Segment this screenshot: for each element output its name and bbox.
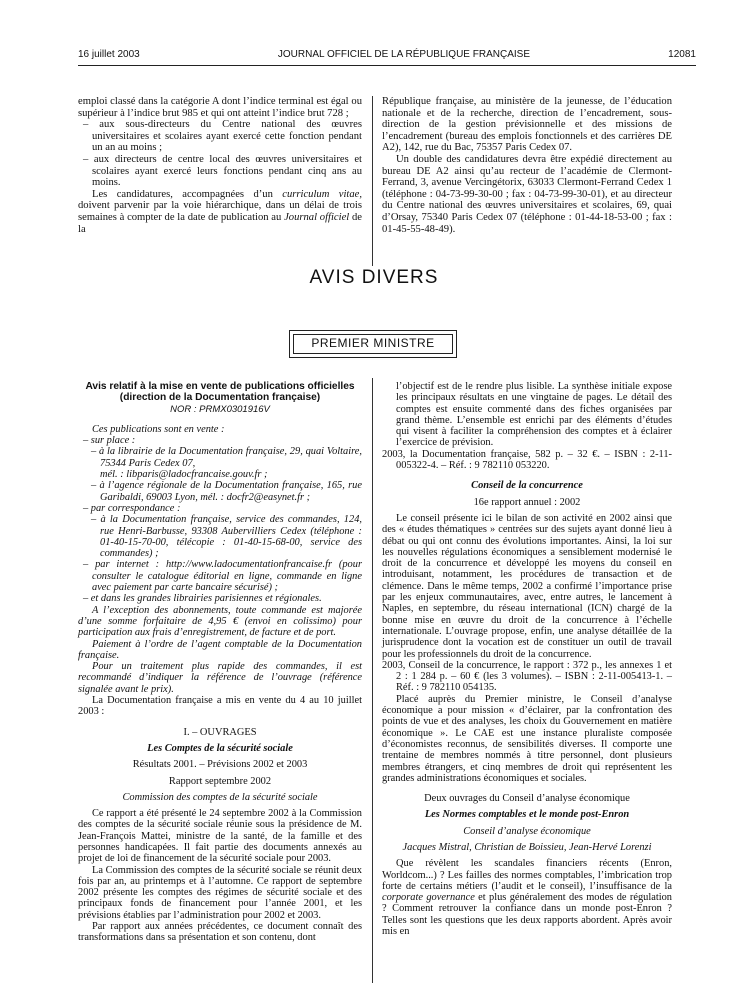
ministry-label: PREMIER MINISTRE — [293, 334, 453, 354]
paragraph: emploi classé dans la catégorie A dont l’indice terminal est égal ou supérieur à l’indice brut 985 et qui ont atteint l’indice brut 728 ; — [78, 96, 362, 119]
header-journal-title: JOURNAL OFFICIEL DE LA RÉPUBLIQUE FRANÇAISE — [277, 49, 530, 60]
ministry-box — [289, 330, 457, 358]
paragraph: Les candidatures, accompagnées d’un curriculum vitae, doivent parvenir par la voie hiérarchique, dans un délai de trois semaines à compter de la date de publication au Journal officiel de la — [78, 188, 362, 235]
publication-author: Commission des comptes de la sécurité sociale — [122, 791, 318, 803]
top-left-column — [78, 96, 362, 235]
paragraph: Par rapport aux années précédentes, ce document connaît des transformations dans sa présentation et son contenu, dont — [78, 921, 362, 944]
list-item-continued: mél. : libparis@ladocfrancaise.gouv.fr ; — [100, 469, 268, 481]
list-item: – aux sous-directeurs du Centre national des œuvres universitaires et scolaires ayant exercé cette fonction pendant un an au moins ; — [83, 119, 362, 154]
publication-subtitle: Deux ouvrages du Conseil d’analyse économique — [424, 793, 630, 805]
publication-title: Les Comptes de la sécurité sociale — [147, 742, 293, 754]
publication-subtitle: Rapport septembre 2002 — [168, 775, 272, 787]
paragraph: Que révèlent les scandales financiers récents (Enron, Worldcom...) ? Les failles des normes comptables, l’imbrication trop forte de certains métiers (l’audit et le conseil), l’insuffisance de la corporate governance et plus généralement des modes de régulation ? Comment retrouver la confiance dans un monde post-Enron ? Telles sont les questions que les deux rapports abordent. Après avoir mis en — [382, 858, 672, 938]
avis-title: Avis relatif à la mise en vente de publications officielles (direction de la Documentation française) — [85, 381, 355, 404]
list-item: – par correspondance : — [83, 502, 181, 514]
main-left-column — [78, 381, 362, 944]
paragraph: Placé auprès du Premier ministre, le Conseil d’analyse économique a pour mission « d’éclairer, par la confrontation des points de vue et des analyses, les choix du Gouvernement en matière économique ». Le CAE est une instance pluraliste composée d’économistes reconnus, de sensibilités diverses. Il comporte une trentaine de membres nommés à titre personnel, dont plusieurs membres étrangers, et cinq membres de droit qui représentent les grandes administrations économiques et sociales. — [382, 693, 672, 784]
subsection-heading: I. – OUVRAGES — [183, 726, 257, 738]
paragraph: Le conseil présente ici le bilan de son activité en 2002 ainsi que des « études thématiques » centrées sur des sujets ayant donné lieu à débat ou qui ont connu des évolutions importantes. Ainsi, la loi sur les nouvelles régulations économiques a sensiblement modernisé le droit de la concurrence et développé les moyens du conseil en introduisant, notamment, les procédures de transaction et de clémence. Dans le même temps, 2002 a confirmé l’importance prise par les enjeux communautaires, avec, entre autres, le lancement à Naples, en septembre, du réseau international (ICN) chargé de la bonne mise en œuvre du droit de la concurrence à l’échelle internationale. L’ouvrage propose, enfin, une analyse détaillée de la jurisprudence dont la vocation est de constituer un outil de travail pour les professionnels du droit de la concurrence. — [382, 512, 672, 660]
list-item: – à la librairie de la Documentation française, 29, quai Voltaire, 75344 Paris Cedex 07, — [91, 446, 362, 469]
publication-title: Les Normes comptables et le monde post-Enron — [424, 809, 630, 821]
list-item: – à la Documentation française, service des commandes, 124, rue Henri-Barbusse, 93308 Aubervilliers Cedex (téléphone : 01-40-15-70-00, télécopie : 01-40-15-68-00, service des commandes) ; — [91, 514, 362, 560]
list-item: – à l’agence régionale de la Documentation française, 165, rue Garibaldi, 69003 Lyon, mél. : docfr2@easynet.fr ; — [91, 480, 362, 503]
list-item: – aux directeurs de centre local des œuvres universitaires et scolaires ayant exercé leurs fonctions pendant cinq ans au moins. — [83, 153, 362, 189]
header-page-number: 12081 — [668, 49, 696, 60]
page-header — [78, 49, 696, 66]
publication-subtitle: Résultats 2001. – Prévisions 2002 et 2003 — [132, 759, 308, 771]
list-item: – par internet : http://www.ladocumentationfrancaise.fr (pour consulter le catalogue éditorial en ligne, commande en ligne avec paiement par carte bancaire sécurisé) ; — [83, 559, 362, 594]
list-item: – sur place : — [83, 435, 136, 447]
main-right-column — [382, 381, 672, 937]
publication-author: Conseil d’analyse économique — [463, 825, 591, 837]
top-right-column — [382, 96, 672, 235]
paragraph: Pour un traitement plus rapide des commandes, il est recommandé d’indiquer la référence de l’ouvrage (référence signalée avant le prix). — [78, 661, 362, 695]
reference: 2003, la Documentation française, 582 p. – 32 €. – ISBN : 2-11-005322-4. – Réf. : 9 782110 053220. — [382, 448, 672, 472]
paragraph: Ces publications sont en vente : — [92, 423, 225, 435]
column-divider-main — [372, 378, 373, 983]
paragraph: A l’exception des abonnements, toute commande est majorée d’une somme forfaitaire de 4,95 € (envoi en colissimo) pour participation aux frais d’enregistrement, de facture et de port. — [78, 604, 362, 639]
publication-subtitle: 16e rapport annuel : 2002 — [473, 496, 581, 508]
publication-author: Conseil de la concurrence — [471, 480, 583, 492]
paragraph: Un double des candidatures devra être expédié directement au bureau DE A2 ainsi qu’au recteur de l’académie de Clermont-Ferrand, 3, avenue Vercingétorix, 63033 Clermont-Ferrand Cedex 1 (téléphone : 04-73-99-30-00 ; fax : 04-73-99-30-01), et au directeur du Centre national des œuvres universitaires et scolaires, 69, quai d’Orsay, 75340 Paris Cedex 07 (téléphone : 01-44-18-53-00 ; fax : 01-45-55-48-49). — [382, 153, 672, 235]
paragraph: République française, au ministère de la jeunesse, de l’éducation nationale et de la recherche, direction de l’encadrement, sous-direction de la gestion prévisionnelle et des missions de l’encadrement (bureau des emplois fonctionnels et des carrières DE A2), 142, rue du Bac, 75357 Paris Cedex 07. — [382, 96, 672, 154]
reference: 2003, Conseil de la concurrence, le rapport : 372 p., les annexes 1 et 2 : 1 284 p. – 60 € (les 3 volumes). – ISBN : 2-11-005413-1. – Réf. : 9 782110 054135. — [382, 659, 672, 694]
paragraph: l’objectif est de le rendre plus lisible. La synthèse initiale expose les principaux résultats en une vingtaine de pages. Le détail des comptes est ensuite commenté dans des fiches organisées par grand thème. L’ensemble est enrichi par des éléments d’études qui visent à faciliter la compréhension des comptes et à éclairer l’exercice de prévision. — [396, 381, 672, 449]
publication-authors: Jacques Mistral, Christian de Boissieu, Jean-Hervé Lorenzi — [402, 841, 652, 853]
paragraph: Ce rapport a été présenté le 24 septembre 2002 à la Commission des comptes de la sécurité sociale réunie sous la présidence de M. Jean-François Mattei, ministre de la santé, de la famille et des personnes handicapées. Il fait partie des documents annexés au projet de loi de financement de la sécurité sociale pour 2003. — [78, 808, 362, 865]
column-divider-top — [372, 96, 373, 266]
paragraph: La Commission des comptes de la sécurité sociale se réunit deux fois par an, au printemps et à l’automne. Ce rapport de septembre 2002 présente les comptes des régimes de sécurité sociale et des principaux fonds de financement pour l’année 2001, et les prévisions établies par l’administration pour 2002 et 2003. — [78, 864, 362, 921]
paragraph: Paiement à l’ordre de l’agent comptable de la Documentation française. — [78, 638, 362, 661]
section-title: AVIS DIVERS — [309, 267, 439, 288]
paragraph: La Documentation française a mis en vente du 4 au 10 juillet 2003 : — [78, 695, 362, 718]
header-date: 16 juillet 2003 — [78, 49, 140, 60]
nor-reference: NOR : PRMX0301916V — [170, 403, 270, 415]
list-item: – et dans les grandes librairies parisiennes et régionales. — [83, 593, 322, 605]
